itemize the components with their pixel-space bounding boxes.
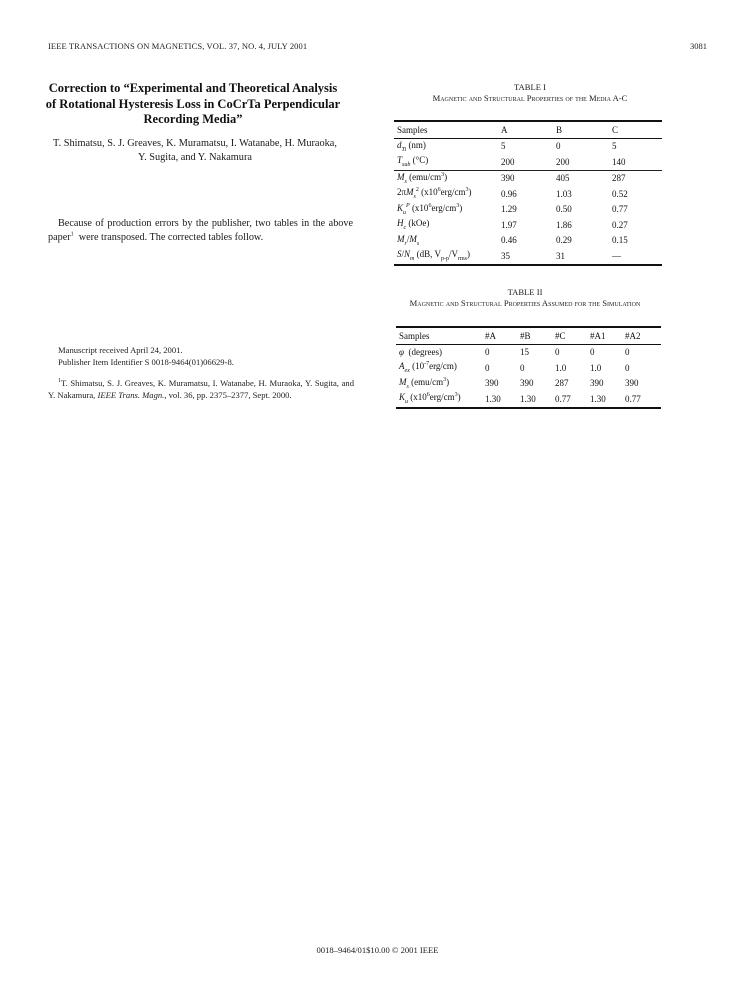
cell: 0.77: [612, 204, 628, 215]
cell: 0.96: [501, 188, 517, 199]
cell: 140: [612, 154, 662, 170]
table-row: [396, 376, 661, 392]
cell: 0.15: [612, 235, 628, 246]
cell: 405: [556, 173, 570, 184]
cell: 390: [590, 378, 604, 389]
table1-label: TABLE I: [513, 82, 546, 92]
table-row: [394, 202, 662, 218]
cell: 390: [485, 378, 499, 389]
table-row: [396, 360, 661, 376]
table-header-row: [394, 121, 662, 138]
cell: 287: [555, 378, 569, 389]
table-row: [394, 154, 662, 170]
row-label: $T_{sub}$ (°C): [394, 154, 501, 170]
reference-text: T. Shimatsu, S. J. Greaves, K. Muramatsu, I. Watanabe, H. Muraoka, Y. Sugita, and Y. Nakamura,: [48, 378, 354, 400]
column-header: C: [612, 121, 662, 138]
footnote-mark: 1: [58, 378, 61, 385]
body-paragraph: [48, 217, 353, 245]
cell: 0.27: [612, 219, 628, 230]
cell: 1.0: [590, 362, 602, 373]
row-label: φ (degrees): [399, 347, 442, 358]
cell: 0: [485, 347, 490, 358]
row-label: $A_{ex}$ $(10^{-7}erg/cm)$: [399, 361, 457, 375]
reference-text: , vol. 36, pp. 2375–2377, Sept. 2000.: [164, 389, 292, 400]
row-label: $M_s$ $(emu/cm^3)$: [397, 171, 448, 185]
authors-line: Y. Sugita, and Y. Nakamura: [138, 152, 252, 163]
cell: 1.30: [485, 393, 501, 404]
column-header: Samples: [394, 121, 501, 138]
column-header: #A1: [590, 327, 625, 344]
column-header: #B: [520, 327, 555, 344]
cell: 0: [555, 347, 560, 358]
table-row: [394, 248, 662, 265]
table2-title: Magnetic and Structural Properties Assumed for the Simulation: [409, 298, 641, 308]
table-row: [396, 344, 661, 360]
page-number: 3081: [690, 41, 707, 51]
title-line: Recording Media”: [143, 112, 243, 126]
running-head: IEEE TRANSACTIONS ON MAGNETICS, VOL. 37, NO. 4, JULY 2001: [48, 41, 308, 51]
cell: 35: [501, 250, 510, 261]
row-label: $M_s$ $(emu/cm^3)$: [399, 376, 450, 390]
body-text: Because of production errors by the publisher, two tables in the above paper: [48, 218, 353, 243]
cell: 0: [556, 141, 561, 152]
table1-caption: [380, 82, 680, 104]
column-header: #A: [485, 327, 520, 344]
cell: 15: [520, 347, 529, 358]
article-title: [40, 81, 346, 128]
cell: —: [612, 250, 621, 261]
column-header: Samples: [396, 327, 485, 344]
cell: 5: [501, 141, 506, 152]
cell: 0.77: [555, 393, 571, 404]
row-label: $M_r/M_s$: [397, 233, 420, 247]
row-label: $d_{Ti}$ (nm): [397, 139, 426, 153]
cell: 1.30: [590, 393, 606, 404]
column-header: A: [501, 121, 556, 138]
cell: 1.03: [556, 188, 572, 199]
cell: 1.86: [556, 219, 572, 230]
cell: 390: [501, 173, 515, 184]
cell: 390: [625, 378, 639, 389]
column-header: #C: [555, 327, 590, 344]
table-header-row: [396, 327, 661, 344]
row-label: $2\pi M_s^2$ $(x10^6erg/cm^3)$: [397, 187, 472, 201]
column-header: B: [556, 121, 612, 138]
cell: 0.77: [625, 393, 641, 404]
author-list: [40, 137, 350, 165]
cell: 31: [556, 250, 565, 261]
table2-label: TABLE II: [507, 287, 543, 297]
cell: 1.0: [555, 362, 567, 373]
row-label: $K_u$ $(x10^6erg/cm^3)$: [399, 392, 461, 406]
table-row: [394, 217, 662, 233]
table1-title: Magnetic and Structural Properties of the Media A-C: [432, 93, 628, 103]
cell: 1.29: [501, 204, 517, 215]
title-line: Correction to “Experimental and Theoretical Analysis: [48, 81, 338, 95]
cell: 287: [612, 173, 626, 184]
cell: 0: [590, 347, 595, 358]
body-text: were transposed. The corrected tables follow.: [73, 232, 264, 243]
cell: 200: [501, 154, 556, 170]
title-line: of Rotational Hysteresis Loss in CoCrTa Perpendicular: [45, 96, 341, 111]
table-row: [396, 391, 661, 408]
cell: 1.97: [501, 219, 517, 230]
cell: 0: [485, 362, 490, 373]
cell: 0: [520, 362, 525, 373]
table2: [396, 326, 661, 409]
cell: 200: [556, 154, 612, 170]
cell: 0.50: [556, 204, 572, 215]
footnote-ref[interactable]: 1: [70, 231, 74, 238]
cell: 0.46: [501, 235, 517, 246]
reference-journal: IEEE Trans. Magn.: [97, 389, 165, 400]
table1: [394, 120, 662, 266]
cell: 0: [625, 347, 630, 358]
table-row: [394, 170, 662, 186]
table-row: [394, 138, 662, 154]
copyright-footer: 0018–9464/01$10.00 © 2001 IEEE: [316, 945, 439, 955]
footnote-reference: [48, 378, 354, 401]
table2-caption: [360, 287, 690, 309]
cell: 5: [612, 141, 617, 152]
authors-line: T. Shimatsu, S. J. Greaves, K. Muramatsu, I. Watanabe, H. Muraoka,: [53, 138, 337, 149]
table-row: [394, 186, 662, 202]
cell: 0.52: [612, 188, 628, 199]
table-row: [394, 233, 662, 249]
cell: 390: [520, 378, 534, 389]
cell: 0: [625, 362, 630, 373]
cell: 1.30: [520, 393, 536, 404]
row-label: $S/N_m$ (dB, $V_{p-p}/V_{rms}$): [397, 249, 470, 263]
footnote-pii: Publisher Item Identifier S 0018-9464(01)06629-8.: [58, 357, 234, 367]
column-header: #A2: [625, 327, 661, 344]
row-label: $H_c$ (kOe): [397, 218, 430, 232]
row-label: $K_u^P$ $(x10^6erg/cm^3)$: [397, 202, 463, 216]
footnote-received: Manuscript received April 24, 2001.: [58, 345, 183, 355]
cell: 0.29: [556, 235, 572, 246]
